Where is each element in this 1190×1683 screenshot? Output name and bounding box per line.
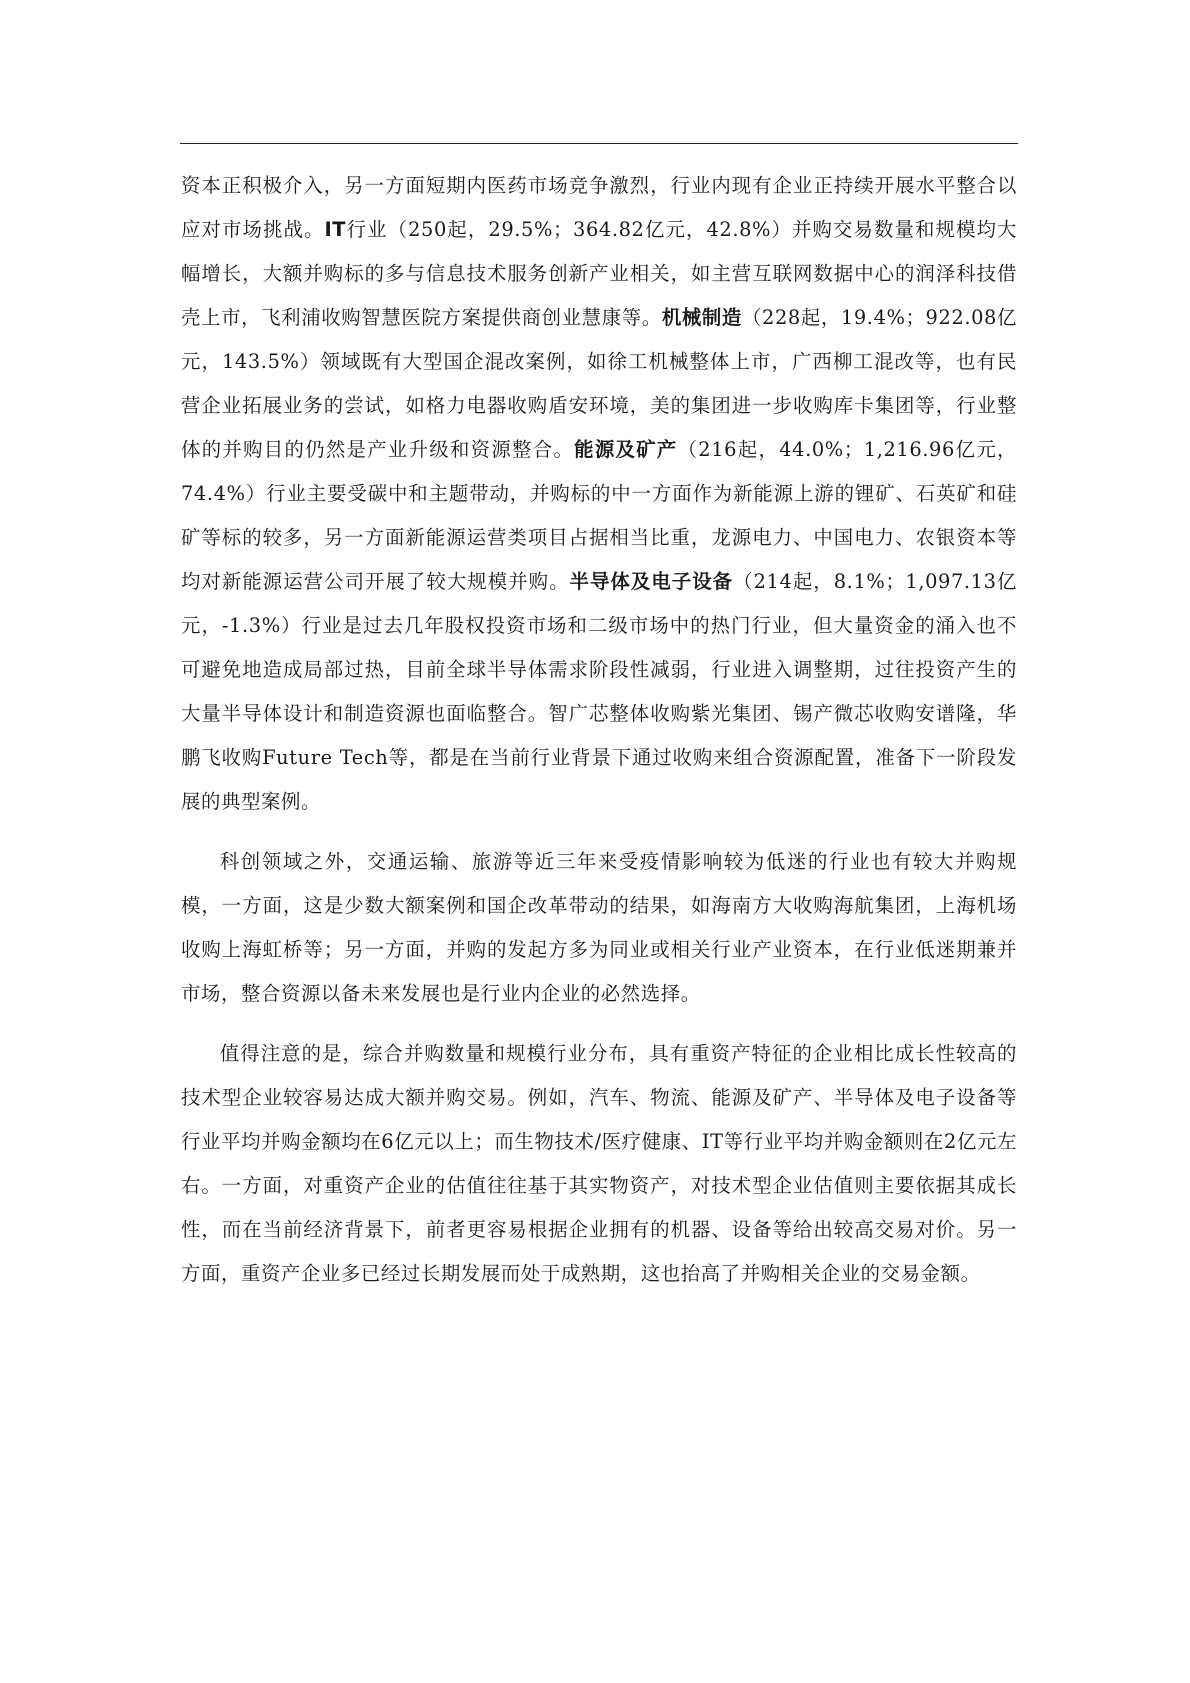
highlight-industry-it: IT xyxy=(324,218,347,241)
text-run: 资本正积极介入，另一方面短期内医药市场竞争激烈，行业内现有企业正持续开展水平整合以应对市场挑战。 xyxy=(181,174,1017,241)
highlight-industry-energy-mining: 能源及矿产 xyxy=(574,438,678,461)
highlight-industry-semiconductor: 半导体及电子设备 xyxy=(569,570,734,593)
text-run: （216起，44.0%；1,216.96亿元，74.4%）行业主要受碳中和主题带动，并购标的中一方面作为新能源上游的锂矿、石英矿和硅矿等标的较多，另一方面新能源运营类项目占据相当比重，龙源电力、中国电力、农银资本等均对新能源运营公司开展了较大规模并购。 xyxy=(181,438,1018,593)
highlight-industry-machinery: 机械制造 xyxy=(661,306,742,329)
text-run: （214起，8.1%；1,097.13亿元，-1.3%）行业是过去几年股权投资市场和二级市场中的热门行业，但大量资金的涌入也不可避免地造成局部过热，目前全球半导体需求阶段性减弱，行业进入调整期，过往投资产生的大量半导体设计和制造资源也面临整合。智广芯整体收购紫光集团、锡产微芯收购安谱隆，华鹏飞收购Future Tech等，都是在当前行业背景下通过收购来组合资源配置，准备下一阶段发展的典型案例。 xyxy=(181,570,1017,813)
text-run: 值得注意的是，综合并购数量和规模行业分布，具有重资产特征的企业相比成长性较高的技术型企业较容易达成大额并购交易。例如，汽车、物流、能源及矿产、半导体及电子设备等行业平均并购金额均在6亿元以上；而生物技术/医疗健康、IT等行业平均并购金额则在2亿元左右。一方面，对重资产企业的估值往往基于其实物资产，对技术型企业估值则主要依据其成长性，而在当前经济背景下，前者更容易根据企业拥有的机器、设备等给出较高交易对价。另一方面，重资产企业多已经过长期发展而处于成熟期，这也抬高了并购相关企业的交易金额。 xyxy=(181,1042,1017,1285)
paragraph xyxy=(181,1032,1017,1296)
text-run: （228起，19.4%；922.08亿元，143.5%）领域既有大型国企混改案例，如徐工机械整体上市，广西柳工混改等，也有民营企业拓展业务的尝试，如格力电器收购盾安环境，美的集团进一步收购库卡集团等，行业整体的并购目的仍然是产业升级和资源整合。 xyxy=(181,306,1017,461)
paragraph xyxy=(181,164,1017,824)
text-run: 行业（250起，29.5%；364.82亿元，42.8%）并购交易数量和规模均大幅增长，大额并购标的多与信息技术服务创新产业相关，如主营互联网数据中心的润泽科技借壳上市，飞利浦收购智慧医院方案提供商创业慧康等。 xyxy=(181,218,1017,329)
body-text xyxy=(181,164,1017,1312)
text-run: 科创领域之外，交通运输、旅游等近三年来受疫情影响较为低迷的行业也有较大并购规模，一方面，这是少数大额案例和国企改革带动的结果，如海南方大收购海航集团，上海机场收购上海虹桥等；另一方面，并购的发起方多为同业或相关行业产业资本，在行业低迷期兼并市场，整合资源以备未来发展也是行业内企业的必然选择。 xyxy=(181,850,1017,1005)
paragraph xyxy=(181,840,1017,1016)
header-divider xyxy=(180,143,1018,144)
